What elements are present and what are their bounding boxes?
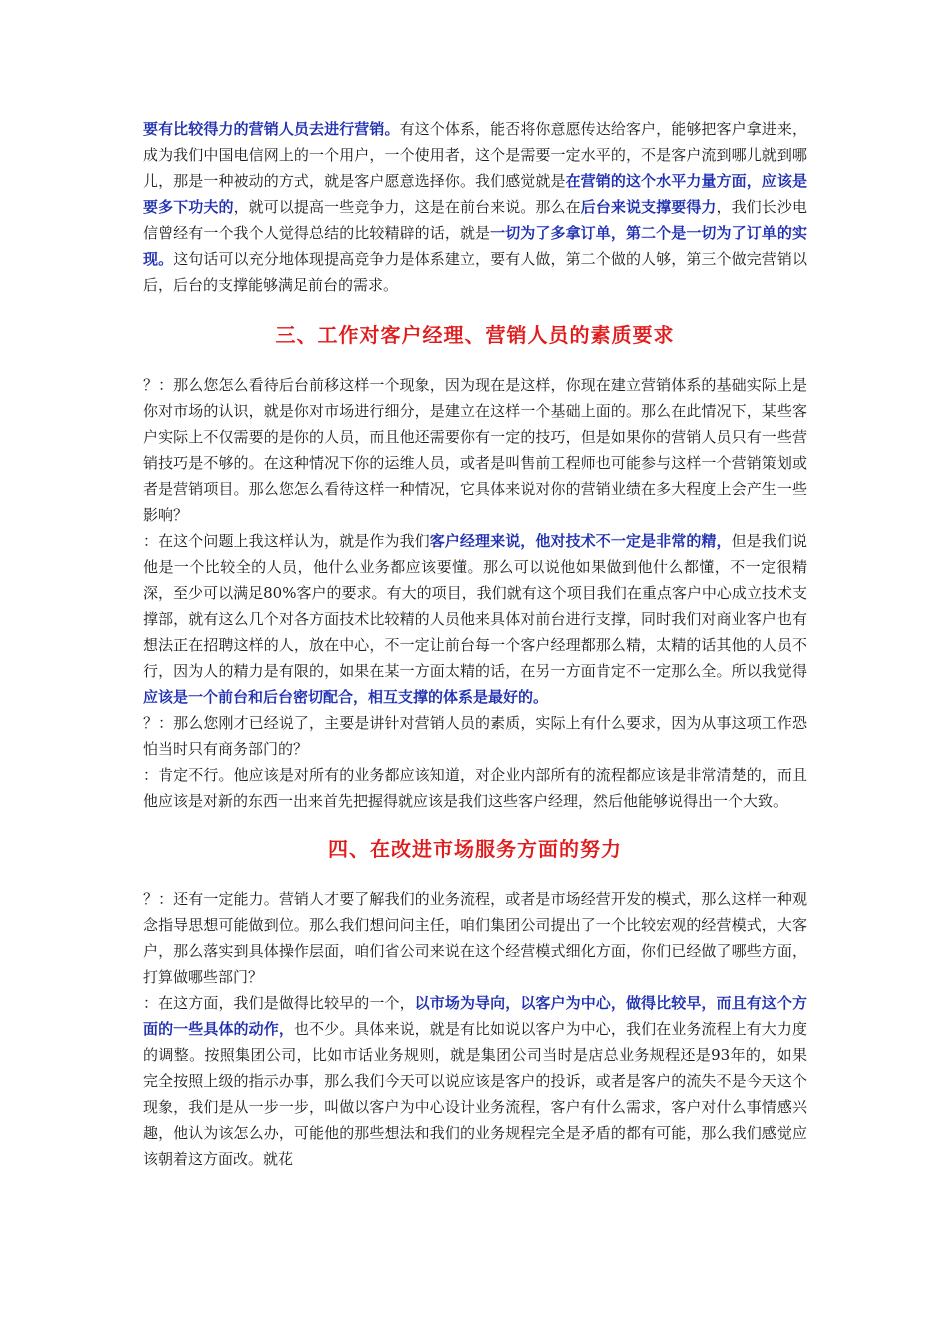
paragraph-answer-customer-centric <box>143 990 807 1172</box>
body-text: 有这个体系，能否将你意愿传达给客户，能够把客户拿进来，成为我们中国电信网上的一个用户，一个使用者，这个是需要一定水平的，不是客户流到哪儿就到哪儿，那是一种被动的方式，就是客户愿意选择你。我们感觉就是 <box>143 120 807 190</box>
body-text: ？：还有一定能力。营销人才要了解我们的业务流程，或者是市场经营开发的模式，那么这样一种观念指导思想可能做到位。那么我们想问问主任，咱们集团公司提出了一个比较宏观的经营模式，大客户，那么落实到具体操作层面，咱们省公司来说在这个经营模式细化方面，你们已经做了哪些方面，打算做哪些部门？ <box>143 890 807 986</box>
highlight-text: 要有比较得力的营销人员去进行营销。 <box>143 120 400 138</box>
paragraph-answer-quality <box>143 762 807 814</box>
highlight-text: 后台来说支撑要得力 <box>580 198 717 216</box>
paragraph-answer-account-manager <box>143 528 807 710</box>
highlight-text: 以市场为导向，以客户为中心，做得比较早，而且有这个方面的一些具体的动作， <box>143 994 807 1038</box>
paragraph-question-backend <box>143 372 807 528</box>
highlight-text: 一切为了多拿订单，第二个是一切为了订单的实现。 <box>143 224 807 268</box>
section-heading-3: 三、工作对客户经理、营销人员的素质要求 <box>275 323 675 347</box>
body-text: 这句话可以充分地体现提高竞争力是体系建立，要有人做，第二个做的人够，第三个做完营销以后，后台的支撑能够满足前台的需求。 <box>143 250 807 294</box>
highlight-text: 客户经理来说，他对技术不一定是非常的精， <box>429 532 732 550</box>
body-text: 也不少。具体来说，就是有比如说以客户为中心，我们在业务流程上有大力度的调整。按照集团公司，比如市话业务规则，就是集团公司当时是店总业务规程还是93年的，如果完全按照上级的指示办事，那么我们今天可以说应该是客户的投诉，或者是客户的流失不是今天这个现象，我们是从一步一步，叫做以客户为中心设计业务流程，客户有什么需求，客户对什么事情感兴趣，他认为该怎么办，可能他的那些想法和我们的业务规程完全是矛盾的都有可能，那么我们感觉应该朝着这方面改。就花 <box>143 1020 807 1168</box>
body-text: ，我们长沙电信曾经有一个我个人觉得总结的比较精辟的话，就是 <box>143 198 807 242</box>
highlight-text: 在营销的这个水平力量方面，应该是要多下功夫的 <box>143 172 807 216</box>
paragraph-question-quality <box>143 710 807 762</box>
highlight-text: 应该是一个前台和后台密切配合，相互支撑的体系是最好的。 <box>143 688 549 706</box>
section-heading-4: 四、在改进市场服务方面的努力 <box>328 837 622 861</box>
body-text: ：肯定不行。他应该是对所有的业务都应该知道，对企业内部所有的流程都应该是非常清楚的，而且他应该是对新的东西一出来首先把握得就应该是我们这些客户经理，然后他能够说得出一个大致。 <box>143 766 807 810</box>
body-text: ：在这个问题上我这样认为，就是作为我们 <box>143 532 430 550</box>
paragraph-question-model <box>143 886 807 990</box>
document-page <box>143 116 807 1172</box>
body-text: ：在这方面，我们是做得比较早的一个， <box>143 994 415 1012</box>
paragraph-marketing-system <box>143 116 807 298</box>
body-text: ，就可以提高一些竞争力，这是在前台来说。那么在 <box>233 198 581 216</box>
body-text: ？：那么您刚才已经说了，主要是讲针对营销人员的素质，实际上有什么要求，因为从事这项工作恐怕当时只有商务部门的？ <box>143 714 807 758</box>
body-text: 但是我们说他是一个比较全的人员，他什么业务都应该要懂。那么可以说他如果做到他什么都懂，不一定很精深，至少可以满足80%客户的要求。有大的项目，我们就有这个项目我们在重点客户中心成立技术支撑部，就有这么几个对各方面技术比较精的人员他来具体对前台进行支撑，同时我们对商业客户也有想法正在招聘这样的人，放在中心，不一定让前台每一个客户经理都那么精，太精的话其他的人员不行，因为人的精力是有限的，如果在某一方面太精的话，在另一方面肯定不一定那么全。所以我觉得 <box>143 532 807 680</box>
body-text: ？：那么您怎么看待后台前移这样一个现象，因为现在是这样，你现在建立营销体系的基础实际上是你对市场的认识，就是你对市场进行细分，是建立在这样一个基础上面的。那么在此情况下，某些客户实际上不仅需要的是你的人员，而且他还需要你有一定的技巧，但是如果你的营销人员只有一些营销技巧是不够的。在这种情况下你的运维人员，或者是叫售前工程师也可能参与这样一个营销策划或者是营销项目。那么您怎么看待这样一种情况，它具体来说对你的营销业绩在多大程度上会产生一些影响？ <box>143 376 807 524</box>
